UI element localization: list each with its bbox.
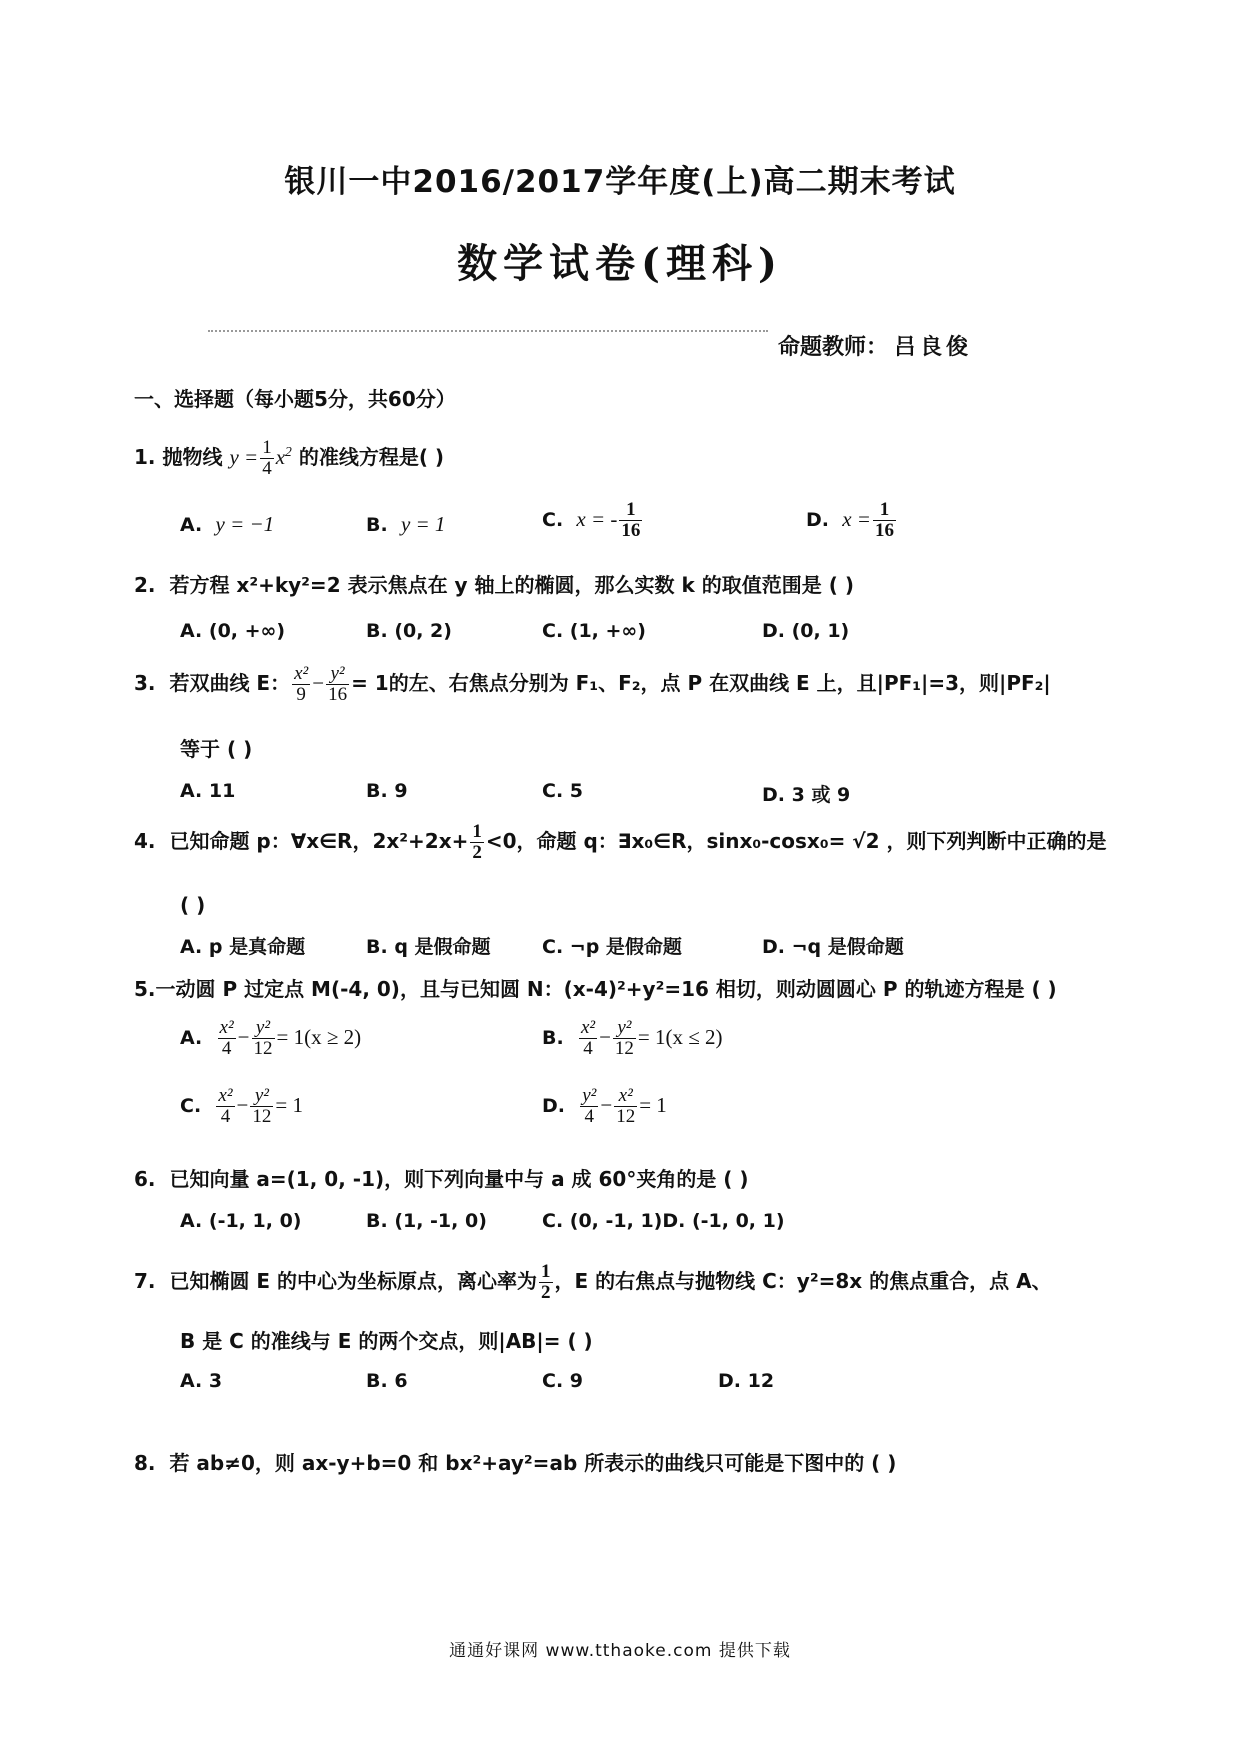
exam-subtitle: 数学试卷(理科)	[457, 240, 783, 287]
q1-c-label: C.	[542, 508, 564, 531]
author-name: 吕良俊	[894, 334, 973, 360]
q2-option-d: D. (0, 1)	[762, 620, 850, 642]
q1-d-den: 16	[874, 519, 894, 541]
q5-b-d2: 12	[614, 1037, 634, 1059]
q4-pre: 已知命题 p：∀x∈R，2x²+2x+	[169, 828, 469, 853]
q5-a-frac-1	[218, 1018, 236, 1059]
q1-x: $x^2$	[275, 443, 292, 469]
q5-a-label: A.	[180, 1026, 203, 1049]
q5-d-label: D.	[542, 1094, 565, 1117]
q5-option-c	[180, 1086, 303, 1127]
q4-option-d: D. ¬q 是假命题	[762, 936, 904, 958]
q5-option-d	[542, 1086, 667, 1127]
question-1	[134, 438, 444, 479]
q1-d-pre: x =	[842, 506, 871, 531]
q4-post: <0，命题 q：∃x₀∈R，sinx₀-cosx₀= √2 ，则下列判断中正确的是	[485, 828, 1107, 853]
q5-c-minus: −	[236, 1092, 249, 1117]
q4-option-c: C. ¬p 是假命题	[542, 936, 682, 958]
q5-number: 5.	[134, 977, 156, 1001]
q5-c-label: C.	[180, 1094, 202, 1117]
q5-d-n2: x²	[614, 1086, 637, 1107]
author-label: 命题教师：	[778, 335, 889, 360]
question-4	[134, 822, 1107, 863]
q5-c-d1: 4	[220, 1105, 231, 1127]
q1-b-label: B.	[366, 514, 388, 536]
q1-frac-den: 4	[262, 457, 272, 479]
q1-option-a	[180, 512, 274, 537]
q5-a-frac-2	[252, 1018, 275, 1059]
q7-f-num: 1	[541, 1261, 551, 1282]
q5-a-d2: 12	[253, 1037, 273, 1059]
page-footer: 通通好课网 www.tthaoke.com 提供下载	[449, 1641, 791, 1661]
q4-continuation: ( )	[180, 893, 206, 917]
exam-title: 银川一中2016/2017学年度(上)高二期末考试	[284, 164, 956, 200]
q2-number: 2.	[134, 573, 156, 597]
q3-fraction-2	[326, 664, 349, 705]
q5-d-d1: 4	[584, 1105, 595, 1127]
q3-post: = 1的左、右焦点分别为 F₁、F₂，点 P 在双曲线 E 上，且|PF₁|=3，则|PF₂|	[351, 670, 1051, 695]
q1-b-value: y = 1	[400, 512, 446, 536]
q6-text: 已知向量 a=(1, 0, -1)，则下列向量中与 a 成 60°夹角的是 ( )	[169, 1167, 749, 1191]
q1-c-num: 1	[619, 500, 642, 521]
q3-number: 3.	[134, 670, 156, 695]
question-6	[134, 1166, 749, 1192]
q1-a-value: y = −1	[215, 512, 275, 536]
q4-option-a: A. p 是真命题	[180, 936, 306, 958]
q5-d-minus: −	[600, 1092, 613, 1117]
q5-b-frac-1	[579, 1018, 597, 1059]
q5-d-n1: y²	[582, 1085, 597, 1106]
q3-continuation: 等于 ( )	[180, 737, 253, 761]
q7-f-den: 2	[541, 1281, 551, 1303]
question-7	[134, 1262, 1052, 1303]
q4-f-num: 1	[472, 821, 482, 842]
q1-c-pre: x = -	[576, 506, 618, 531]
question-3	[134, 664, 1051, 705]
section-heading: 一、选择题（每小题5分，共60分）	[134, 387, 456, 411]
q3-fraction-1	[292, 664, 310, 705]
q3-f2-den: 16	[328, 683, 348, 705]
q6-number: 6.	[134, 1167, 156, 1191]
q1-number: 1.	[134, 444, 156, 469]
q1-c-fraction	[619, 500, 642, 541]
q2-option-b: B. (0, 2)	[366, 620, 452, 642]
q5-a-post: = 1(x ≥ 2)	[276, 1024, 362, 1049]
q2-text: 若方程 x²+ky²=2 表示焦点在 y 轴上的椭圆，那么实数 k 的取值范围是 ( )	[169, 573, 854, 597]
q5-c-n2: y²	[250, 1086, 273, 1107]
q1-pre: 抛物线	[162, 444, 223, 469]
q3-f1-num: x²	[294, 663, 309, 684]
q7-continuation: B 是 C 的准线与 E 的两个交点，则|AB|= ( )	[180, 1329, 593, 1353]
question-2	[134, 572, 854, 598]
q5-b-label: B.	[542, 1026, 564, 1049]
author-line	[778, 330, 972, 361]
q5-b-post: = 1(x ≤ 2)	[637, 1024, 723, 1049]
q5-c-frac-1	[216, 1086, 234, 1127]
q5-d-frac-1	[580, 1086, 598, 1127]
q7-number: 7.	[134, 1268, 156, 1293]
q7-option-b: B. 6	[366, 1370, 408, 1392]
question-5	[134, 976, 1057, 1002]
q1-option-b	[366, 512, 445, 537]
q5-d-d2: 12	[616, 1105, 636, 1127]
q1-fraction	[260, 438, 274, 479]
q4-fraction	[470, 822, 484, 863]
q5-a-minus: −	[237, 1024, 250, 1049]
q3-pre: 若双曲线 E：	[169, 670, 291, 695]
q5-b-frac-2	[613, 1018, 636, 1059]
q7-post: ，E 的右焦点与抛物线 C：y²=8x 的焦点重合，点 A、	[554, 1268, 1052, 1293]
q4-number: 4.	[134, 828, 156, 853]
q8-number: 8.	[134, 1451, 156, 1475]
q5-c-frac-2	[250, 1086, 273, 1127]
q5-b-n1: x²	[580, 1017, 596, 1038]
dotted-leader	[208, 330, 768, 332]
q4-f-den: 2	[472, 841, 482, 863]
q7-option-d: D. 12	[718, 1370, 775, 1392]
q5-c-post: = 1	[275, 1092, 303, 1117]
q7-pre: 已知椭圆 E 的中心为坐标原点，离心率为	[169, 1268, 538, 1293]
q3-option-c: C. 5	[542, 780, 583, 802]
q2-option-a: A. (0, +∞)	[180, 620, 286, 642]
q5-option-b	[542, 1018, 723, 1059]
q6-option-b: B. (1, -1, 0)	[366, 1210, 487, 1232]
q1-post: 的准线方程是( )	[298, 444, 445, 469]
q5-a-d1: 4	[221, 1037, 232, 1059]
q5-d-frac-2	[614, 1086, 637, 1127]
q3-option-b: B. 9	[366, 780, 408, 802]
q1-d-fraction	[873, 500, 896, 541]
q5-option-a	[180, 1018, 361, 1059]
q5-b-n2: y²	[613, 1018, 636, 1039]
q5-a-n2: y²	[252, 1018, 275, 1039]
q1-c-den: 16	[621, 519, 641, 541]
q3-option-a: A. 11	[180, 780, 236, 802]
q5-text: 一动圆 P 过定点 M(-4, 0)，且与已知圆 N：(x-4)²+y²=16 相切，则动圆圆心 P 的轨迹方程是 ( )	[155, 977, 1057, 1001]
q1-a-label: A.	[180, 514, 203, 536]
q7-option-a: A. 3	[180, 1370, 223, 1392]
q1-y-eq: y =	[229, 444, 259, 469]
q5-b-minus: −	[599, 1024, 611, 1049]
q5-a-n1: x²	[219, 1017, 234, 1038]
q3-option-d: D. 3 或 9	[762, 784, 851, 806]
q1-frac-num: 1	[262, 437, 272, 458]
question-8	[134, 1450, 896, 1476]
q7-fraction	[539, 1262, 553, 1303]
q1-d-num: 1	[873, 500, 896, 521]
q1-d-label: D.	[806, 508, 829, 531]
q8-text: 若 ab≠0，则 ax-y+b=0 和 bx²+ay²=ab 所表示的曲线只可能是下图中的 ( )	[169, 1451, 897, 1475]
q5-d-post: = 1	[639, 1092, 667, 1117]
q6-option-cd: C. (0, -1, 1)D. (-1, 0, 1)	[542, 1210, 785, 1232]
q5-c-d2: 12	[252, 1105, 272, 1127]
q1-option-d	[806, 500, 898, 541]
q6-option-a: A. (-1, 1, 0)	[180, 1210, 302, 1232]
q1-x-base: x	[275, 444, 286, 469]
q5-c-n1: x²	[218, 1085, 233, 1106]
q5-b-d1: 4	[583, 1037, 593, 1059]
q3-f1-den: 9	[296, 683, 306, 705]
q2-option-c: C. (1, +∞)	[542, 620, 646, 642]
q1-option-c	[542, 500, 644, 541]
q4-option-b: B. q 是假命题	[366, 936, 491, 958]
q3-minus: −	[312, 670, 325, 695]
q7-option-c: C. 9	[542, 1370, 583, 1392]
q3-f2-num: y²	[326, 664, 349, 685]
